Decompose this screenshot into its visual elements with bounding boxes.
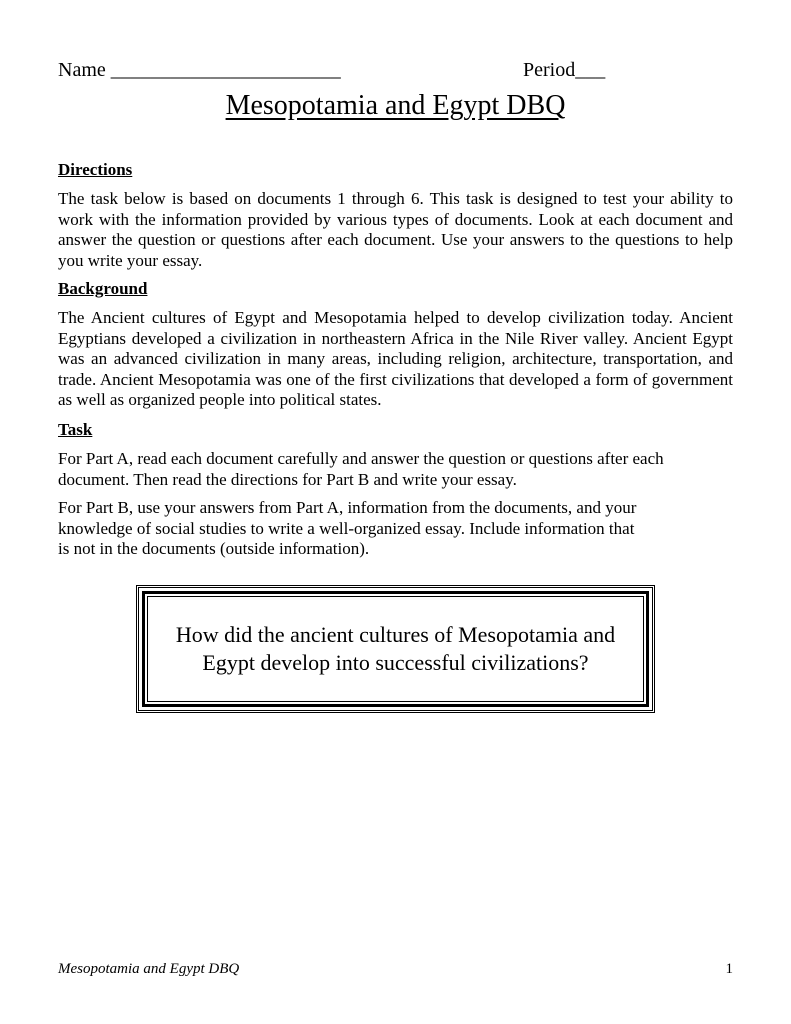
period-field-line: Period___ [523, 59, 606, 81]
task-part-b [58, 498, 733, 560]
essay-question-line: How did the ancient cultures of Mesopotamia and [175, 622, 616, 647]
directions-text: The task below is based on documents 1 through 6. This task is designed to test your ability to work with the information provided by various types of documents. Look at each document and answer the question or questions after each document. Use your answers to the questions to help you write your essay. [58, 189, 733, 270]
task-part-b-line: knowledge of social studies to write a well-organized essay. Include information that [58, 518, 635, 538]
essay-question-box [136, 585, 655, 713]
background-text: The Ancient cultures of Egypt and Mesopotamia helped to develop civilization today. Ancient Egyptians developed a civilization in northeastern Africa in the Nile River valley. Ancient Egypt was an advanced civilization in many areas, including religion, architecture, transportation, and trade. Ancient Mesopotamia was one of the first civilizations that developed a form of government as well as organized people into political states. [58, 308, 733, 409]
task-part-a [58, 449, 733, 490]
page-title: Mesopotamia and Egypt DBQ [225, 90, 566, 121]
task-part-a-line: document. Then read the directions for Part B and write your essay. [58, 469, 517, 489]
name-field-line: Name _______________________ [58, 59, 341, 81]
background-section [58, 279, 733, 411]
task-part-a-line: For Part A, read each document carefully and answer the question or questions after each [58, 449, 664, 468]
background-heading: Background [58, 279, 148, 298]
task-part-b-line: is not in the documents (outside information). [58, 539, 370, 558]
footer-document-title: Mesopotamia and Egypt DBQ [58, 961, 240, 977]
directions-section [58, 160, 733, 271]
essay-question-frame [142, 591, 649, 707]
task-part-b-line: For Part B, use your answers from Part A, information from the documents, and your [58, 498, 637, 517]
essay-question [147, 596, 644, 702]
footer-page-number: 1 [725, 961, 733, 977]
task-heading: Task [58, 420, 93, 439]
task-section [58, 420, 733, 560]
essay-question-line: Egypt develop into successful civilizations? [202, 650, 589, 675]
directions-heading: Directions [58, 160, 133, 179]
